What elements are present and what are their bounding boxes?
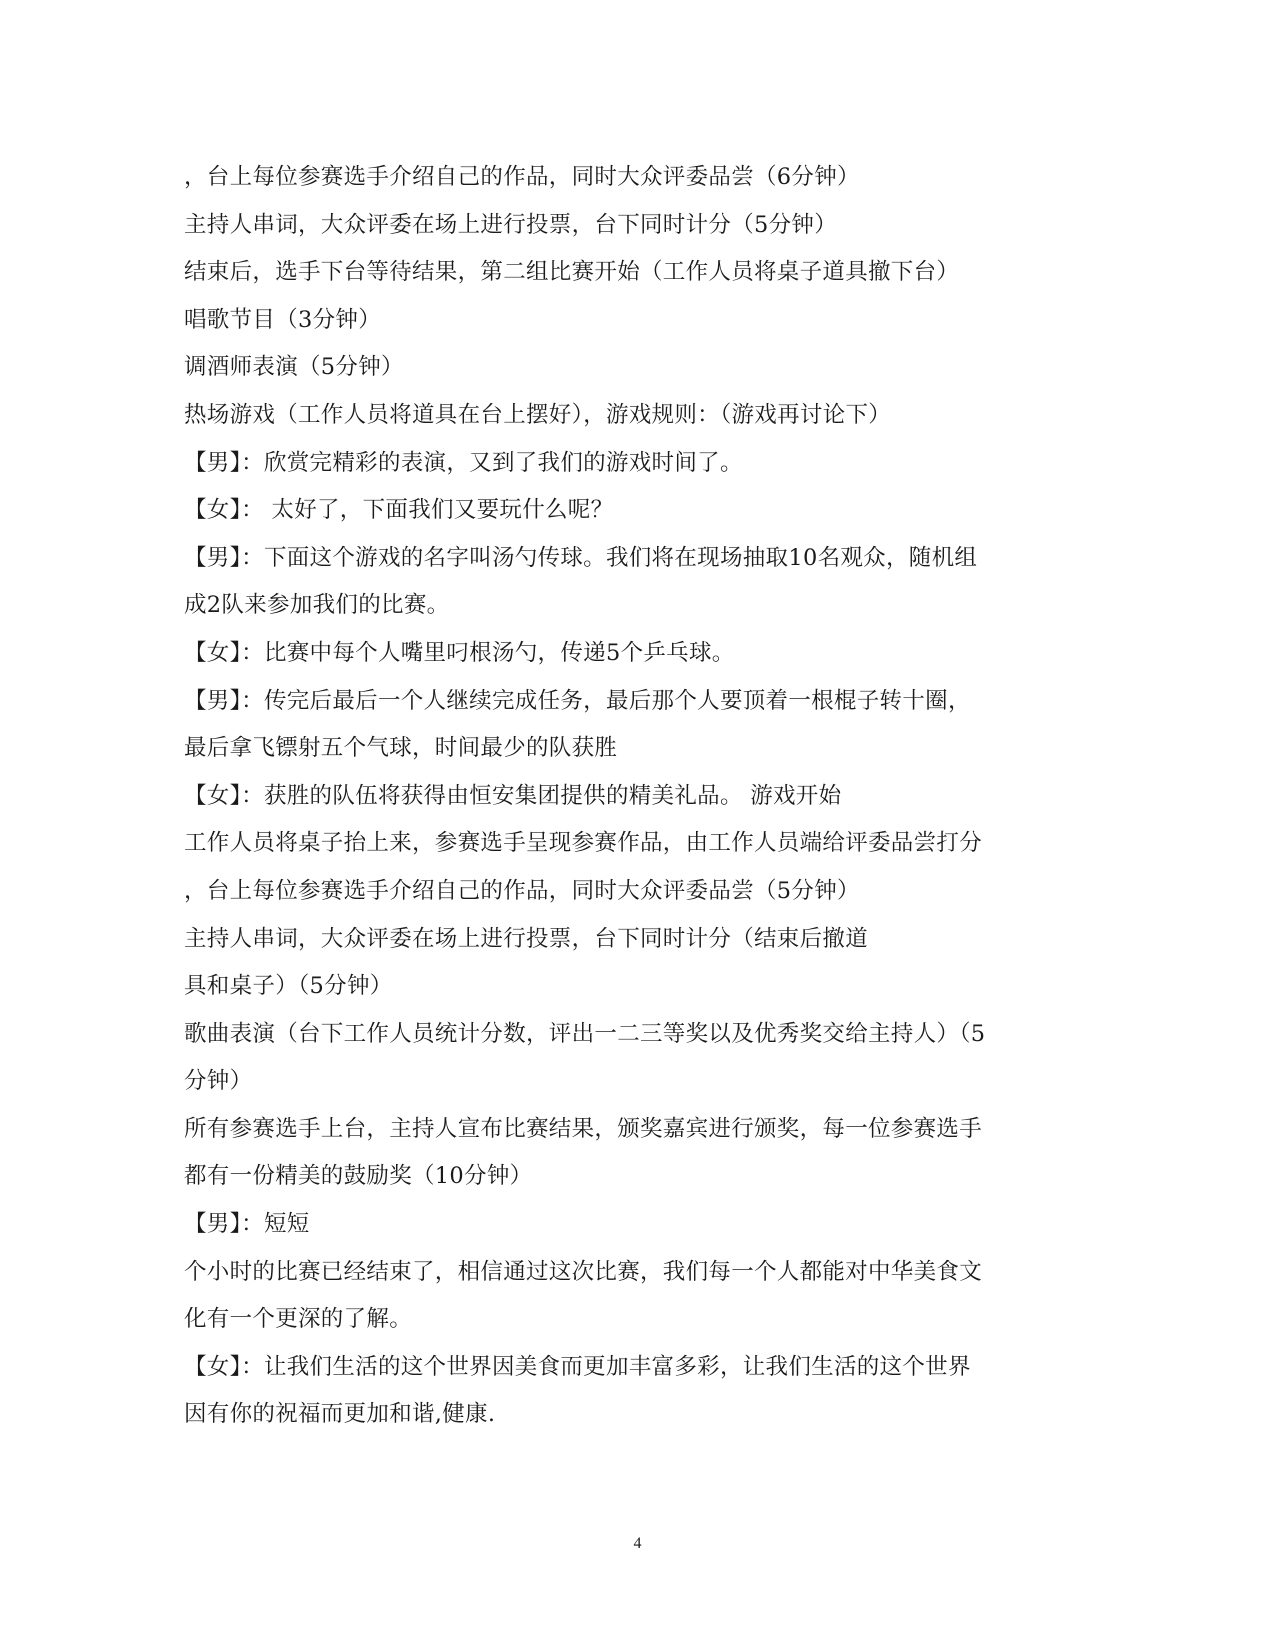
text-line: 最后拿飞镖射五个气球，时间最少的队获胜	[184, 735, 618, 762]
text-line: 结束后，选手下台等待结果，第二组比赛开始（工作人员将桌子道具撤下台）	[184, 259, 960, 286]
text-line: 【女】：让我们生活的这个世界因美食而更加丰富多彩，让我们生活的这个世界	[184, 1353, 971, 1380]
text-line: 成2队来参加我们的比赛。	[184, 592, 450, 619]
text-line: 【女】： 太好了，下面我们又要玩什么呢？	[184, 497, 614, 524]
text-line: 唱歌节目（3分钟）	[184, 306, 382, 333]
document-body	[184, 160, 1084, 1445]
text-line: 主持人串词，大众评委在场上进行投票，台下同时计分（5分钟）	[184, 211, 838, 238]
text-line: 【男】：传完后最后一个人继续完成任务，最后那个人要顶着一根棍子转十圈，	[184, 687, 971, 714]
text-line: ，台上每位参赛选手介绍自己的作品，同时大众评委品尝（5分钟）	[184, 877, 860, 904]
text-line: 调酒师表演（5分钟）	[184, 354, 404, 381]
text-line: 歌曲表演（台下工作人员统计分数，评出一二三等奖以及优秀奖交给主持人）（5	[184, 1020, 986, 1047]
text-line: 都有一份精美的鼓励奖（10分钟）	[184, 1163, 533, 1190]
text-line: 【女】：获胜的队伍将获得由恒安集团提供的精美礼品。 游戏开始	[184, 782, 842, 809]
text-line: 热场游戏（工作人员将道具在台上摆好），游戏规则：（游戏再讨论下）	[184, 401, 892, 428]
text-line: 【男】：下面这个游戏的名字叫汤勺传球。我们将在现场抽取10名观众，随机组	[184, 544, 978, 571]
page-number: 4	[633, 1535, 642, 1552]
text-line: 【女】：比赛中每个人嘴里叼根汤勺，传递5个乒乓球。	[184, 639, 735, 666]
text-line: 所有参赛选手上台，主持人宣布比赛结果，颁奖嘉宾进行颁奖，每一位参赛选手	[184, 1115, 983, 1142]
text-line: 化有一个更深的了解。	[184, 1306, 413, 1333]
text-line: 工作人员将桌子抬上来，参赛选手呈现参赛作品，由工作人员端给评委品尝打分	[184, 830, 983, 857]
text-line: 具和桌子）（5分钟）	[184, 973, 393, 1000]
text-line: 分钟）	[184, 1068, 253, 1095]
text-line: 个小时的比赛已经结束了，相信通过这次比赛，我们每一个人都能对中华美食文	[184, 1258, 983, 1285]
text-line: 因有你的祝福而更加和谐,健康.	[184, 1401, 496, 1428]
text-line: 【男】：欣赏完精彩的表演，又到了我们的游戏时间了。	[184, 449, 743, 476]
text-line: 主持人串词，大众评委在场上进行投票，台下同时计分（结束后撤道	[184, 925, 869, 952]
text-line: 【男】：短短	[184, 1211, 310, 1238]
text-line: ，台上每位参赛选手介绍自己的作品，同时大众评委品尝（6分钟）	[184, 164, 860, 190]
